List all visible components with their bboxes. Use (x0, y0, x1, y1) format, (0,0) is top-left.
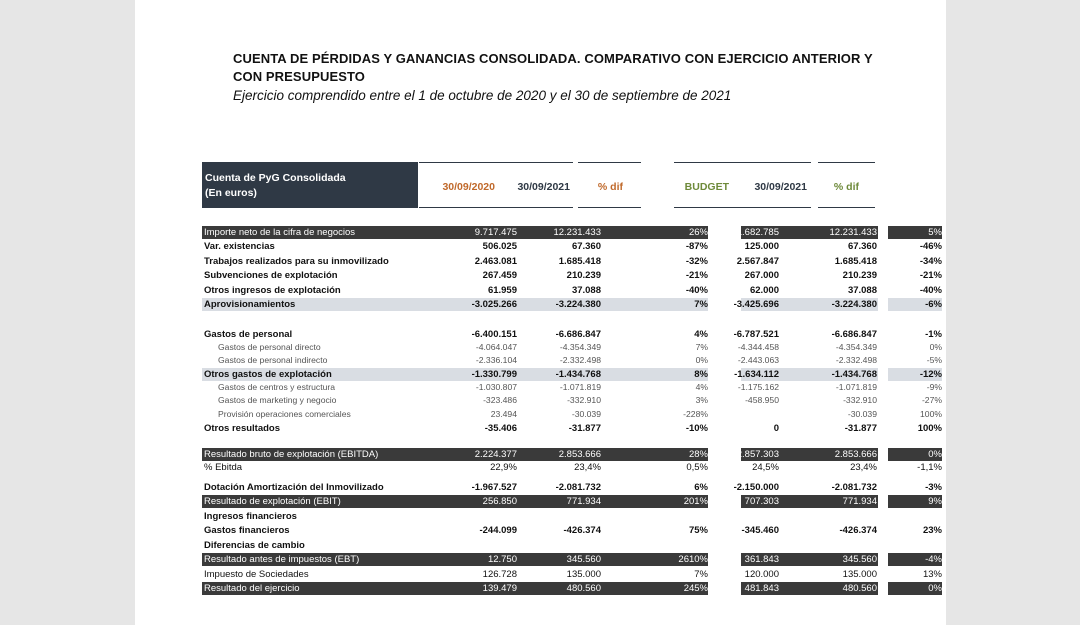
col-header-dif-b: % dif (833, 181, 859, 193)
val-dif: 7% (695, 342, 708, 352)
val-dif-b: -1,1% (917, 462, 942, 473)
val-2021-b: -6.686.847 (831, 329, 877, 340)
val-dif-b: -5% (926, 355, 942, 365)
val-dif: -21% (685, 270, 708, 281)
val-2021-b: -2.081.732 (831, 482, 877, 493)
val-2021: -1.071.819 (559, 382, 601, 392)
val-budget: -3.425.696 (733, 299, 779, 310)
val-dif: 2610% (678, 554, 708, 565)
val-dif: 201% (683, 496, 708, 507)
val-dif-b: -1% (925, 329, 942, 340)
val-dif-b: -46% (919, 241, 942, 252)
val-dif-b: 100% (917, 423, 942, 434)
row-label: Gastos de marketing y negocio (218, 395, 337, 405)
val-dif-b: 0% (928, 583, 942, 594)
col-header-2021-b: 30/09/2021 (754, 181, 807, 193)
val-dif: 4% (694, 329, 708, 340)
header-line (818, 207, 875, 208)
val-2021-b: -1.434.768 (831, 369, 877, 380)
val-2020: -244.099 (479, 525, 517, 536)
val-2021: 345.560 (566, 554, 601, 565)
val-dif: 245% (683, 583, 708, 594)
val-dif-b: 100% (920, 409, 942, 419)
val-budget: -2.150.000 (733, 482, 779, 493)
label-header-title: Cuenta de PyG Consolidada (205, 172, 346, 184)
val-2021: -30.039 (571, 409, 601, 419)
val-budget: 267.000 (744, 270, 779, 281)
header-line (674, 162, 811, 163)
row-label: Ingresos financieros (204, 511, 297, 522)
val-budget: -458.950 (745, 395, 779, 405)
val-budget: 361.843 (744, 554, 779, 565)
val-2021: 480.560 (566, 583, 601, 594)
val-budget: 0 (773, 423, 779, 434)
val-budget: 11.682.785 (732, 227, 779, 238)
val-dif-b: 9% (928, 496, 942, 507)
header-line (578, 162, 641, 163)
val-2020: -4.064.047 (475, 342, 517, 352)
row-label: Trabajos realizados para su inmovilizado (204, 256, 389, 267)
val-2021: 12.231.433 (553, 227, 601, 238)
val-budget: -1.634.112 (734, 369, 779, 380)
val-budget: 481.843 (744, 583, 779, 594)
val-budget: -1.175.162 (737, 382, 779, 392)
row-label: Gastos de personal directo (218, 342, 321, 352)
val-dif: 7% (694, 299, 708, 310)
val-dif-b: 13% (922, 569, 942, 580)
row-label: Gastos financieros (204, 525, 290, 536)
val-dif: -32% (685, 256, 708, 267)
val-dif-b: -34% (919, 256, 942, 267)
val-2021: -31.877 (568, 423, 601, 434)
val-dif: -87% (685, 241, 708, 252)
val-2020: 256.850 (482, 496, 517, 507)
val-2020: -1.330.799 (471, 369, 517, 380)
val-2021: -2.081.732 (555, 482, 601, 493)
val-2021-b: 2.853.666 (834, 449, 877, 460)
val-2020: -6.400.151 (471, 329, 517, 340)
val-2021-b: -31.877 (844, 423, 877, 434)
val-2021-b: 771.934 (842, 496, 877, 507)
row-label: Otros ingresos de explotación (204, 285, 341, 296)
val-2021-b: 210.239 (842, 270, 877, 281)
row-label: Subvenciones de explotación (204, 270, 338, 281)
val-2021: 210.239 (566, 270, 601, 281)
row-label: Gastos de centros y estructura (218, 382, 336, 392)
val-dif: -228% (683, 409, 708, 419)
val-2020: 139.479 (482, 583, 517, 594)
val-2020: 506.025 (482, 241, 517, 252)
val-dif: 26% (688, 227, 708, 238)
row-label: Resultado antes de impuestos (EBT) (204, 554, 360, 565)
val-budget: 24,5% (752, 462, 779, 473)
val-dif: 75% (688, 525, 708, 536)
val-dif: 3% (695, 395, 708, 405)
col-header-budget: BUDGET (684, 181, 729, 193)
val-2021-b: -30.039 (847, 409, 877, 419)
val-2021-b: -1.071.819 (835, 382, 877, 392)
row-label: Impuesto de Sociedades (204, 569, 309, 580)
val-dif-b: -40% (919, 285, 942, 296)
val-dif-b: -12% (919, 369, 942, 380)
header-line (419, 162, 573, 163)
val-dif-b: 0% (928, 449, 942, 460)
val-dif-b: 5% (928, 227, 942, 238)
col-header-2020: 30/09/2020 (442, 181, 495, 193)
val-budget: 62.000 (749, 285, 779, 296)
val-2021: 1.685.418 (558, 256, 601, 267)
val-2021: -3.224.380 (555, 299, 601, 310)
val-2021-b: 480.560 (842, 583, 877, 594)
val-2021: -4.354.349 (559, 342, 601, 352)
val-budget: -6.787.521 (733, 329, 779, 340)
val-2020: 126.728 (482, 569, 517, 580)
val-dif: 6% (694, 482, 708, 493)
val-dif: -10% (685, 423, 708, 434)
val-2021: -6.686.847 (555, 329, 601, 340)
val-2021-b: 1.685.418 (834, 256, 877, 267)
val-budget: 707.303 (744, 496, 779, 507)
val-2021-b: 37.088 (847, 285, 877, 296)
row-label: Var. existencias (204, 241, 275, 252)
label-header-unit: (En euros) (205, 187, 257, 199)
row-label: Dotación Amortización del Inmovilizado (204, 482, 384, 493)
val-2020: 23.494 (490, 409, 517, 419)
document-title: CUENTA DE PÉRDIDAS Y GANANCIAS CONSOLIDADA. COMPARATIVO CON EJERCICIO ANTERIOR Y CON PRESUPUESTO (233, 51, 873, 84)
val-dif-b: -27% (921, 395, 942, 405)
val-2020: -1.967.527 (471, 482, 517, 493)
val-dif: 0,5% (686, 462, 708, 473)
val-2020: 9.717.475 (474, 227, 517, 238)
header-line (419, 207, 573, 208)
val-2021: 67.360 (571, 241, 601, 252)
val-2021-b: 135.000 (842, 569, 877, 580)
val-dif-b: 0% (929, 342, 942, 352)
val-2021: -2.332.498 (559, 355, 601, 365)
val-2021-b: -4.354.349 (835, 342, 877, 352)
val-2021-b: -332.910 (843, 395, 877, 405)
table-label-header (202, 162, 418, 208)
val-2021: 2.853.666 (558, 449, 601, 460)
row-label: Aprovisionamientos (204, 299, 296, 310)
val-2020: 2.463.081 (474, 256, 517, 267)
val-dif-b: -9% (926, 382, 942, 392)
val-2021-b: 23,4% (850, 462, 877, 473)
val-2021: 135.000 (566, 569, 601, 580)
header-line (818, 162, 875, 163)
val-2021-b: -2.332.498 (835, 355, 877, 365)
row-label: Provisión operaciones comerciales (218, 409, 351, 419)
col-header-2021: 30/09/2021 (517, 181, 570, 193)
val-2020: 2.224.377 (474, 449, 517, 460)
val-2020: -2.336.104 (475, 355, 517, 365)
row-label: Otros gastos de explotación (204, 369, 332, 380)
val-2020: -323.486 (483, 395, 517, 405)
val-2021: -426.374 (563, 525, 601, 536)
header-line (674, 207, 811, 208)
val-2020: 267.459 (482, 270, 517, 281)
val-2021-b: 12.231.433 (829, 227, 877, 238)
val-2021: 23,4% (574, 462, 601, 473)
row-label: Otros resultados (204, 423, 281, 434)
val-dif-b: -4% (925, 554, 942, 565)
val-budget: -2.443.063 (737, 355, 779, 365)
val-dif: 0% (695, 355, 708, 365)
val-2021: -1.434.768 (555, 369, 601, 380)
val-dif: 4% (695, 382, 708, 392)
val-dif: 8% (694, 369, 708, 380)
row-label: Gastos de personal (204, 329, 293, 340)
val-budget: -4.344.458 (737, 342, 779, 352)
val-dif-b: -21% (919, 270, 942, 281)
val-2021-b: -3.224.380 (831, 299, 877, 310)
val-2020: -1.030.807 (475, 382, 517, 392)
row-label: Diferencias de cambio (204, 540, 305, 551)
val-2020: -3.025.266 (471, 299, 517, 310)
row-label: Resultado de explotación (EBIT) (204, 496, 341, 507)
val-dif: -40% (685, 285, 708, 296)
row-label: Gastos de personal indirecto (218, 355, 328, 365)
val-budget: 125.000 (744, 241, 779, 252)
val-2021: 37.088 (571, 285, 601, 296)
val-dif: 28% (688, 449, 708, 460)
val-2020: -35.406 (484, 423, 517, 434)
val-budget: 2.567.847 (736, 256, 779, 267)
val-budget: 2.857.303 (736, 449, 779, 460)
row-label: Resultado del ejercicio (204, 583, 300, 594)
val-2021-b: -426.374 (839, 525, 877, 536)
val-2020: 12.750 (487, 554, 517, 565)
val-2021-b: 345.560 (842, 554, 877, 565)
document-subtitle: Ejercicio comprendido entre el 1 de octubre de 2020 y el 30 de septiembre de 2021 (233, 88, 732, 103)
val-2020: 22,9% (490, 462, 517, 473)
val-dif-b: -6% (925, 299, 942, 310)
val-dif-b: 23% (922, 525, 942, 536)
val-dif: 7% (694, 569, 708, 580)
val-dif-b: -3% (925, 482, 942, 493)
val-2020: 61.959 (487, 285, 517, 296)
val-2021: -332.910 (567, 395, 601, 405)
col-header-dif: % dif (597, 181, 623, 193)
row-label: Resultado bruto de explotación (EBITDA) (204, 449, 379, 460)
row-label: % Ebitda (204, 462, 243, 473)
document-page (135, 0, 946, 625)
val-budget: -345.460 (741, 525, 779, 536)
val-2021: 771.934 (566, 496, 601, 507)
val-2021-b: 67.360 (847, 241, 877, 252)
val-budget: 120.000 (744, 569, 779, 580)
header-line (578, 207, 641, 208)
row-label: Importe neto de la cifra de negocios (204, 227, 356, 238)
